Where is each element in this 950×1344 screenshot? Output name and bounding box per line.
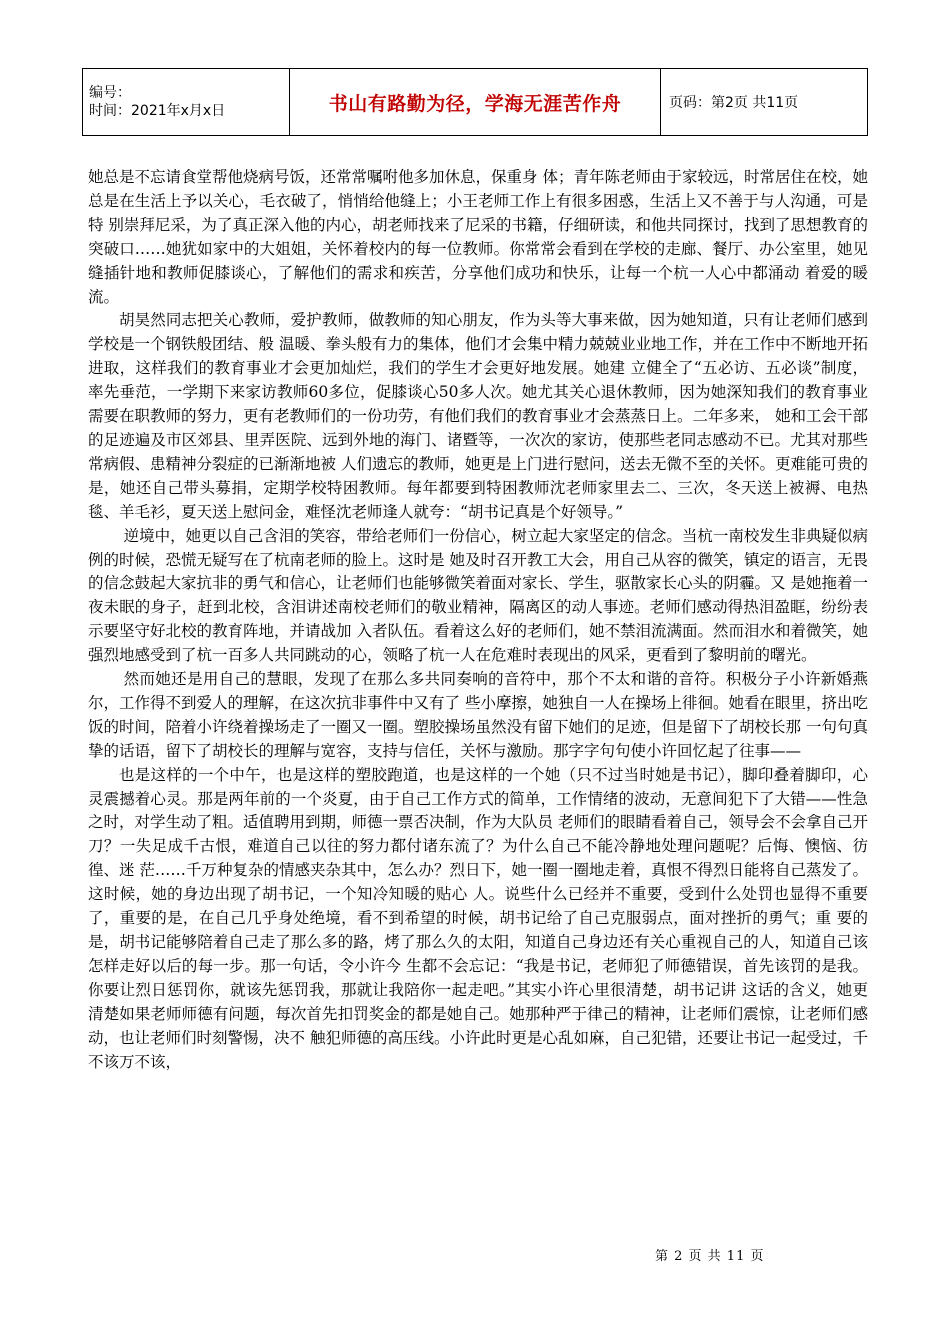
header-table — [82, 68, 868, 136]
paragraph: 也是这样的一个中午，也是这样的塑胶跑道，也是这样的一个她（只不过当时她是书记），脚印叠着脚印，心灵震撼着心灵。那是两年前的一个炎夏，由于自己工作方式的简单，工作情绪的波动，无意间犯下了大错——性急之时，对学生动了粗。适值聘用到期，师德一票否决制，作为大队员 老师们的眼睛看着自己，领导会不会拿自己开刀？一失足成千古恨，难道自己以往的努力都付诸东流了？为什么自己不能冷静地处理问题呢？后悔、懊恼、彷徨、迷 茫……千万种复杂的情感夹杂其中，怎么办？烈日下，她一圈一圈地走着，真恨不得烈日能将自己蒸发了。这时候，她的身边出现了胡书记，一个知冷知暖的贴心 人。说些什么已经并不重要，受到什么处罚也显得不重要了，重要的是，在自己几乎身处绝境，看不到希望的时候，胡书记给了自己克服弱点，面对挫折的勇气；重 要的是，胡书记能够陪着自己走了那么多的路，烤了那么久的太阳，知道自己身边还有关心重视自己的人，知道自己该怎样走好以后的每一步。那一句话，令小许今 生都不会忘记：“我是书记，老师犯了师德错误，首先该罚的是我。你要让烈日惩罚你，就该先惩罚我，那就让我陪你一起走吧。”其实小许心里很清楚，胡书记讲 这话的含义，她更清楚如果老师师德有问题，每次首先扣罚奖金的都是她自己。她那种严于律己的精神，让老师们震惊，让老师们感动，也让老师们时刻警惕，决不 触犯师德的高压线。小许此时更是心乱如麻，自己犯错，还要让书记一起受过，千不该万不该， — [88, 765, 868, 1071]
paragraph: 她总是不忘请食堂帮他烧病号饭，还常常嘱咐他多加休息，保重身 体；青年陈老师由于家较远，时常居住在校，她总是在生活上予以关心，毛衣破了，悄悄给他缝上；小王老师工作上有很多困惑，生活上又不善于与人沟通，可是特 别崇拜尼采，为了真正深入他的内心，胡老师找来了尼采的书籍，仔细研读，和他共同探讨，找到了思想教育的突破口……她犹如家中的大姐姐，关怀着校内的每一位教师。你常常会看到在学校的走廊、餐厅、办公室里，她见缝插针地和教师促膝谈心，了解他们的需求和疾苦，分享他们成功和快乐，让每一个杭一人心中都涌动 着爱的暖流。 — [88, 168, 868, 306]
paragraph: 逆境中，她更以自己含泪的笑容，带给老师们一份信心，树立起大家坚定的信念。当杭一南校发生非典疑似病例的时候，恐慌无疑写在了杭南老师的脸上。这时是 她及时召开教工大会，用自己从容的微笑，镇定的语言，无畏的信念鼓起大家抗非的勇气和信心，让老师们也能够微笑着面对家长、学生，驱散家长心头的阴霾。又 是她拖着一夜未眠的身子，赶到北校，含泪讲述南校老师们的敬业精神，隔离区的动人事迹。老师们感动得热泪盈眶，纷纷表示要坚守好北校的教育阵地，并请战加 入者队伍。看着这么好的老师们，她不禁泪流满面。然而泪水和着微笑，她强烈地感受到了杭一百多人共同跳动的心，领略了杭一人在危难时表现出的风采，更看到了黎明前的曙光。 — [88, 526, 868, 665]
paragraph: 胡昊然同志把关心教师，爱护教师，做教师的知心朋友，作为头等大事来做，因为她知道，只有让老师们感到学校是一个钢铁般团结、般 温暖、拳头般有力的集体，他们才会集中精力兢兢业业地工作，并在工作中不断地开拓进取，这样我们的教育事业才会更加灿烂，我们的学生才会更好地发展。她建 立健全了“五必访、五必谈”制度，率先垂范，一学期下来家访教师60多位，促膝谈心50多人次。她尤其关心退休教师，因为她深知我们的教育事业需要在职教师的努力，更有老教师们的一份功劳，有他们我们的教育事业才会蒸蒸日上。二年多来， 她和工会干部的足迹遍及市区郊县、里弄医院、远到外地的海门、诸暨等，一次次的家访，使那些老同志感动不已。尤其对那些常病假、患精神分裂症的已渐渐地被 人们遗忘的教师，她更是上门进行慰问，送去无微不至的关怀。更难能可贵的是，她还自己带头募捐，定期学校特困教师。每年都要到特困教师沈老师家里去二、三次，冬天送上被褥、电热毯、羊毛衫，夏天送上慰问金，难怪沈老师逢人就夸：“胡书记真是个好领导。” — [88, 311, 868, 521]
header-meta — [83, 69, 290, 136]
document-body — [88, 166, 868, 1074]
paragraph: 然而她还是用自己的慧眼，发现了在那么多共同奏响的音符中，那个不太和谐的音符。积极分子小许新婚燕尔，工作得不到爱人的理解，在这次抗非事件中又有了 些小摩擦，她独自一人在操场上徘徊。她看在眼里，挤出吃饭的时间，陪着小许绕着操场走了一圈又一圈。塑胶操场虽然没有留下她们的足迹，但是留下了胡校长那 一句句真挚的话语，留下了胡校长的理解与宽容，支持与信任，关怀与激励。那字字句句使小许回忆起了往事—— — [88, 670, 868, 760]
document-time-label: 时间：2021年x月x日 — [89, 103, 226, 119]
header-page-label: 页码：第2页 共11页 — [661, 69, 868, 136]
page-footer: 第 2 页 共 11 页 — [655, 1249, 765, 1264]
document-number-label: 编号： — [89, 85, 131, 101]
header-motto: 书山有路勤为径，学海无涯苦作舟 — [290, 69, 661, 136]
